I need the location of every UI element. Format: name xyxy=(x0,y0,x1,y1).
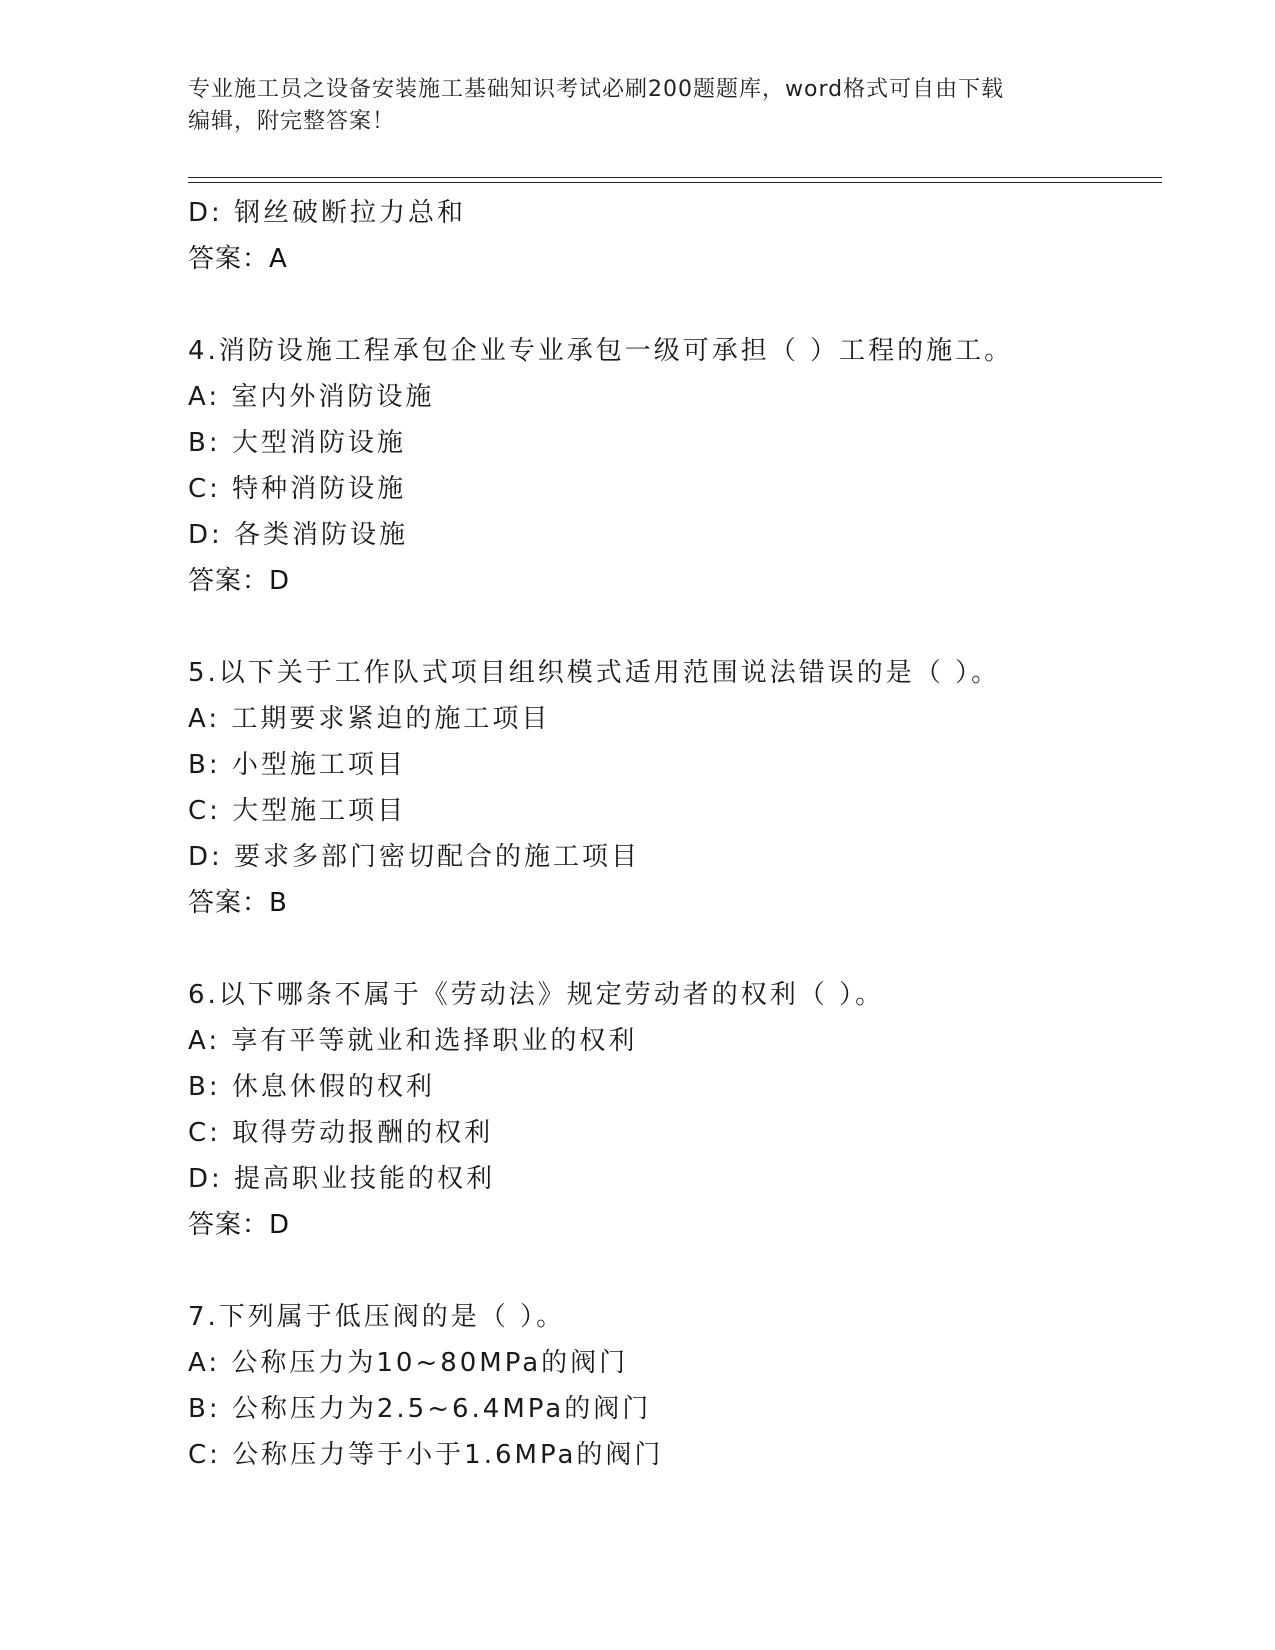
answer: 答案：B xyxy=(188,888,288,918)
spacer xyxy=(188,926,1162,972)
question-text: 5.以下关于工作队式项目组织模式适用范围说法错误的是（ ）。 xyxy=(188,658,1001,688)
answer: 答案：A xyxy=(188,244,288,274)
option-d: D: 钢丝破断拉力总和 xyxy=(188,198,467,228)
option-b: B: 大型消防设施 xyxy=(188,428,406,458)
option-d: D: 要求多部门密切配合的施工项目 xyxy=(188,842,641,872)
question-text: 6.以下哪条不属于《劳动法》规定劳动者的权利（ ）。 xyxy=(188,980,885,1010)
header-divider-top xyxy=(188,177,1162,178)
option-c: C: 大型施工项目 xyxy=(188,796,407,826)
option-c: C: 公称压力等于小于1.6MPa的阀门 xyxy=(188,1440,664,1470)
question-text: 7.下列属于低压阀的是（ ）。 xyxy=(188,1302,566,1332)
option-b: B: 休息休假的权利 xyxy=(188,1072,435,1102)
spacer xyxy=(188,1248,1162,1294)
answer: 答案：D xyxy=(188,1210,291,1240)
question-5 xyxy=(188,650,1162,926)
spacer xyxy=(188,282,1162,328)
question-6 xyxy=(188,972,1162,1248)
option-d: D: 各类消防设施 xyxy=(188,520,409,550)
question-text: 4.消防设施工程承包企业专业承包一级可承担（ ）工程的施工。 xyxy=(188,336,1014,366)
option-a: A: 享有平等就业和选择职业的权利 xyxy=(188,1026,638,1056)
option-d: D: 提高职业技能的权利 xyxy=(188,1164,496,1194)
spacer xyxy=(188,604,1162,650)
question-4 xyxy=(188,328,1162,604)
option-a: A: 工期要求紧迫的施工项目 xyxy=(188,704,551,734)
option-c: C: 取得劳动报酬的权利 xyxy=(188,1118,494,1148)
answer: 答案：D xyxy=(188,566,291,596)
header-title-line-2: 编辑，附完整答案！ xyxy=(188,109,396,134)
question-3-tail xyxy=(188,190,1162,282)
header-divider-bottom xyxy=(188,182,1162,183)
document-header xyxy=(188,74,1068,138)
option-b: B: 公称压力为2.5~6.4MPa的阀门 xyxy=(188,1394,652,1424)
question-list xyxy=(188,190,1162,1478)
option-a: A: 公称压力为10~80MPa的阀门 xyxy=(188,1348,629,1378)
option-c: C: 特种消防设施 xyxy=(188,474,407,504)
question-7 xyxy=(188,1294,1162,1478)
option-a: A: 室内外消防设施 xyxy=(188,382,435,412)
header-title-line-1: 专业施工员之设备安装施工基础知识考试必刷200题题库，word格式可自由下载 xyxy=(188,77,1005,102)
option-b: B: 小型施工项目 xyxy=(188,750,406,780)
